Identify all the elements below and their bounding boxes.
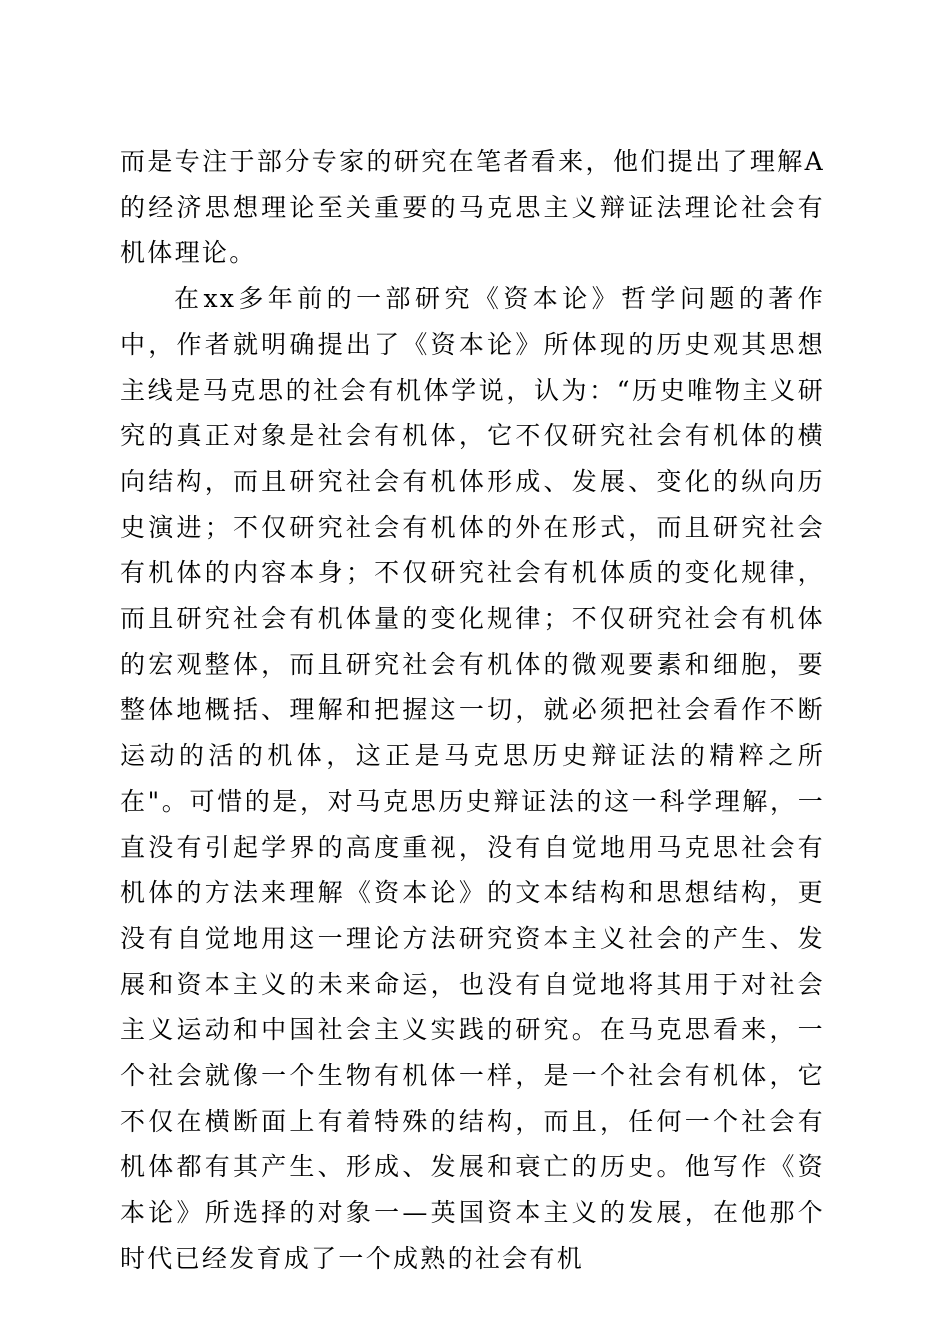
paragraph-1: 而是专注于部分专家的研究在笔者看来，他们提出了理解A的经济思想理论至关重要的马克思主义辩证法理论社会有机体理论。	[120, 147, 825, 268]
body-text	[120, 139, 825, 1282]
paragraph-2: 在xx多年前的一部研究《资本论》哲学问题的著作中，作者就明确提出了《资本论》所体现的历史观其思想主线是马克思的社会有机体学说，认为：“历史唯物主义研究的真正对象是社会有机体，它不仅研究社会有机体的横向结构，而且研究社会有机体形成、发展、变化的纵向历史演进；不仅研究社会有机体的外在形式，而且研究社会有机体的内容本身；不仅研究社会有机体质的变化规律，而且研究社会有机体量的变化规律；不仅研究社会有机体的宏观整体，而且研究社会有机体的微观要素和细胞，要整体地概括、理解和把握这一切，就必须把社会看作不断运动的活的机体，这正是马克思历史辩证法的精粹之所在"。可惜的是，对马克思历史辩证法的这一科学理解，一直没有引起学界的高度重视，没有自觉地用马克思社会有机体的方法来理解《资本论》的文本结构和思想结构，更没有自觉地用这一理论方法研究资本主义社会的产生、发展和资本主义的未来命运，也没有自觉地将其用于对社会主义运动和中国社会主义实践的研究。在马克思看来，一个社会就像一个生物有机体一样，是一个社会有机体，它不仅在横断面上有着特殊的结构，而且，任何一个社会有机体都有其产生、形成、发展和衰亡的历史。他写作《资本论》所选择的对象一—英国资本主义的发展，在他那个时代已经发育成了一个成熟的社会有机	[120, 284, 825, 1273]
